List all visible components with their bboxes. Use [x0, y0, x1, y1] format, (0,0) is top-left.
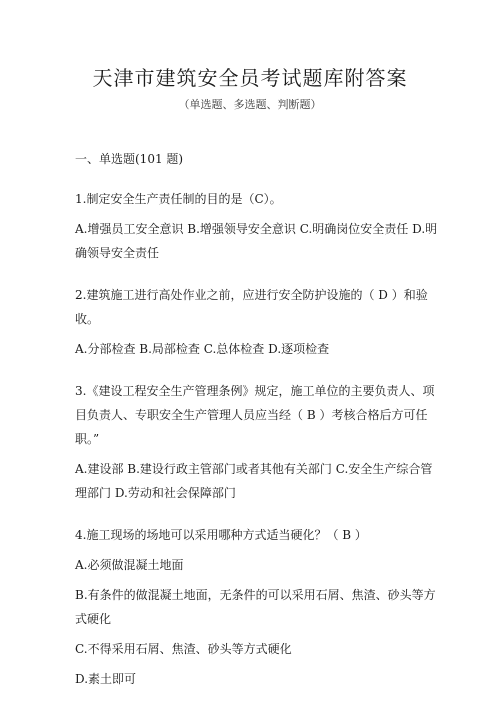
section-heading: 一、单选题(101 题): [75, 152, 184, 166]
question-stem: 3.《建设工程安全生产管理条例》规定，施工单位的主要负责人、项目负责人、专职安全生产管理人员应当经（ B ）考核合格后方可任职。”: [75, 384, 435, 446]
question-option: B.有条件的做混凝土地面，无条件的可以采用石屑、焦渣、砂头等方式硬化: [75, 588, 436, 626]
question-3: [75, 379, 439, 505]
question-2: [75, 283, 439, 361]
question-stem: 2.建筑施工进行高处作业之前，应进行安全防护设施的（ D ）和验收。: [75, 288, 428, 326]
question-1: [75, 187, 439, 265]
question-stem: 4.施工现场的场地可以采用哪种方式适当硬化？（ B ）: [75, 528, 367, 542]
question-options: A.建设部 B.建设行政主管部门或者其他有关部门 C.安全生产综合管理部门 D.劳动和社会保障部门: [75, 462, 433, 500]
question-option: C.不得采用石屑、焦渣、砂头等方式硬化: [75, 642, 292, 656]
document-title: 天津市建筑安全员考试题库附答案: [92, 66, 408, 90]
question-option: A.必须做混凝土地面: [75, 558, 184, 572]
document-subtitle: （单选题、多选题、判断题）: [178, 98, 322, 111]
document-body: [75, 147, 439, 691]
question-4: [75, 523, 439, 691]
question-option: D.素土即可: [75, 672, 137, 686]
question-options: A.分部检查 B.局部检查 C.总体检查 D.逐项检查: [75, 342, 330, 356]
question-options: A.增强员工安全意识 B.增强领导安全意识 C.明确岗位安全责任 D.明确领导安全责任: [75, 222, 438, 260]
question-stem: 1.制定安全生产责任制的目的是（C）。: [75, 192, 282, 206]
